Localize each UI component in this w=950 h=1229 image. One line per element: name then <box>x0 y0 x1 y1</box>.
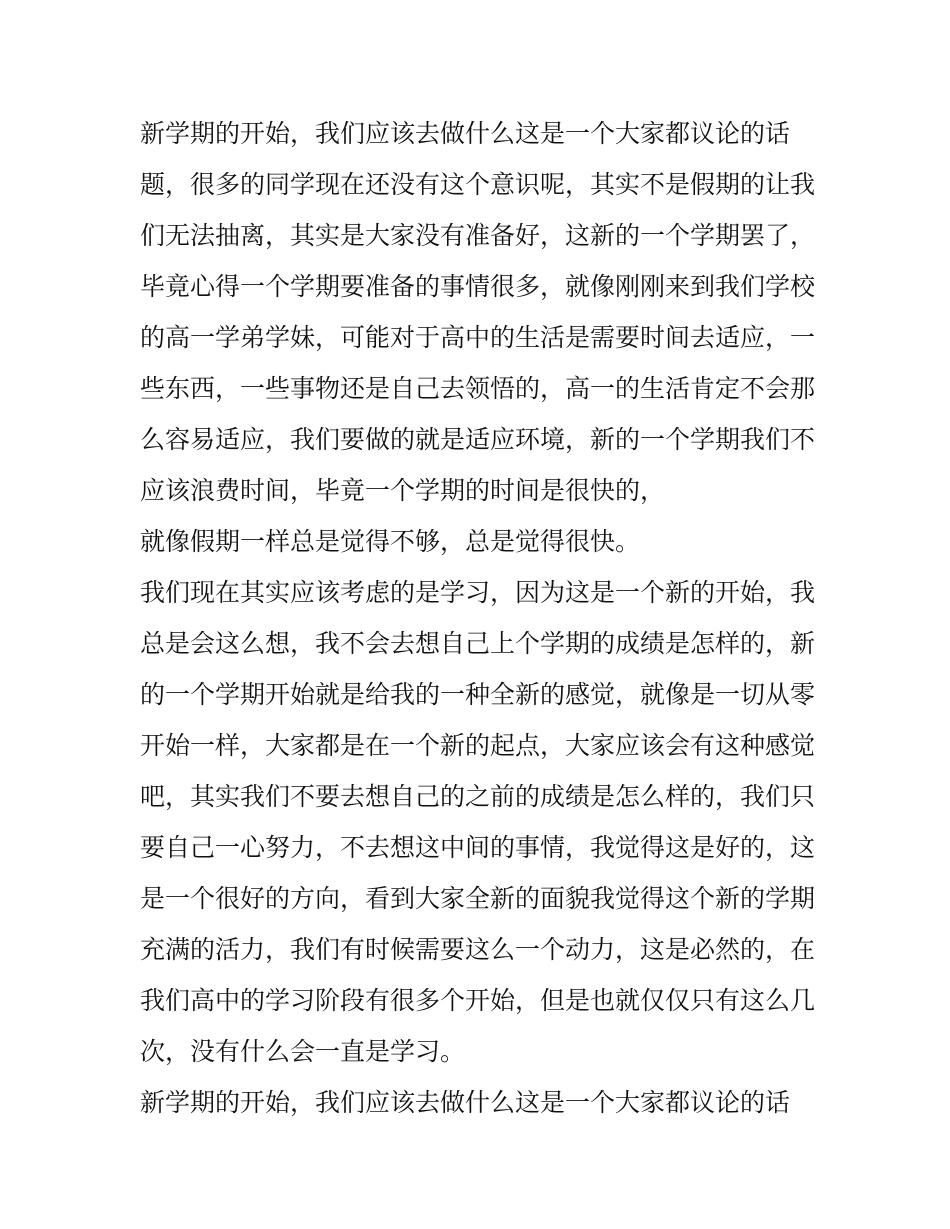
text-line-20: 新学期的开始，我们应该去做什么这是一个大家都议论的话 <box>140 1088 791 1117</box>
text-line-6: 些东西，一些事物还是自己去领悟的，高一的生活肯定不会那 <box>140 374 816 403</box>
text-line-9: 就像假期一样总是觉得不够，总是觉得很快。 <box>140 527 641 556</box>
text-line-5: 的高一学弟学妹，可能对于高中的生活是需要时间去适应，一 <box>140 323 816 352</box>
text-line-4: 毕竟心得一个学期要准备的事情很多，就像刚刚来到我们学校 <box>140 272 816 301</box>
text-line-11: 总是会这么想，我不会去想自己上个学期的成绩是怎样的，新 <box>140 629 816 658</box>
text-line-8: 应该浪费时间，毕竟一个学期的时间是很快的， <box>140 476 666 505</box>
document-body <box>140 108 820 1128</box>
text-line-17: 充满的活力，我们有时候需要这么一个动力，这是必然的，在 <box>140 935 816 964</box>
text-line-10: 我们现在其实应该考虑的是学习，因为这是一个新的开始，我 <box>140 578 816 607</box>
text-line-18: 我们高中的学习阶段有很多个开始，但是也就仅仅只有这么几 <box>140 986 816 1015</box>
text-line-14: 吧，其实我们不要去想自己的之前的成绩是怎么样的，我们只 <box>140 782 816 811</box>
text-line-13: 开始一样，大家都是在一个新的起点，大家应该会有这种感觉 <box>140 731 816 760</box>
text-line-1: 新学期的开始，我们应该去做什么这是一个大家都议论的话 <box>140 119 791 148</box>
text-line-16: 是一个很好的方向，看到大家全新的面貌我觉得这个新的学期 <box>140 884 816 913</box>
text-line-2: 题，很多的同学现在还没有这个意识呢，其实不是假期的让我 <box>140 170 816 199</box>
text-line-12: 的一个学期开始就是给我的一种全新的感觉，就像是一切从零 <box>140 680 816 709</box>
text-line-7: 么容易适应，我们要做的就是适应环境，新的一个学期我们不 <box>140 425 816 454</box>
text-line-19: 次，没有什么会一直是学习。 <box>140 1037 466 1066</box>
text-line-15: 要自己一心努力，不去想这中间的事情，我觉得这是好的，这 <box>140 833 816 862</box>
text-line-3: 们无法抽离，其实是大家没有准备好，这新的一个学期罢了， <box>140 221 816 250</box>
